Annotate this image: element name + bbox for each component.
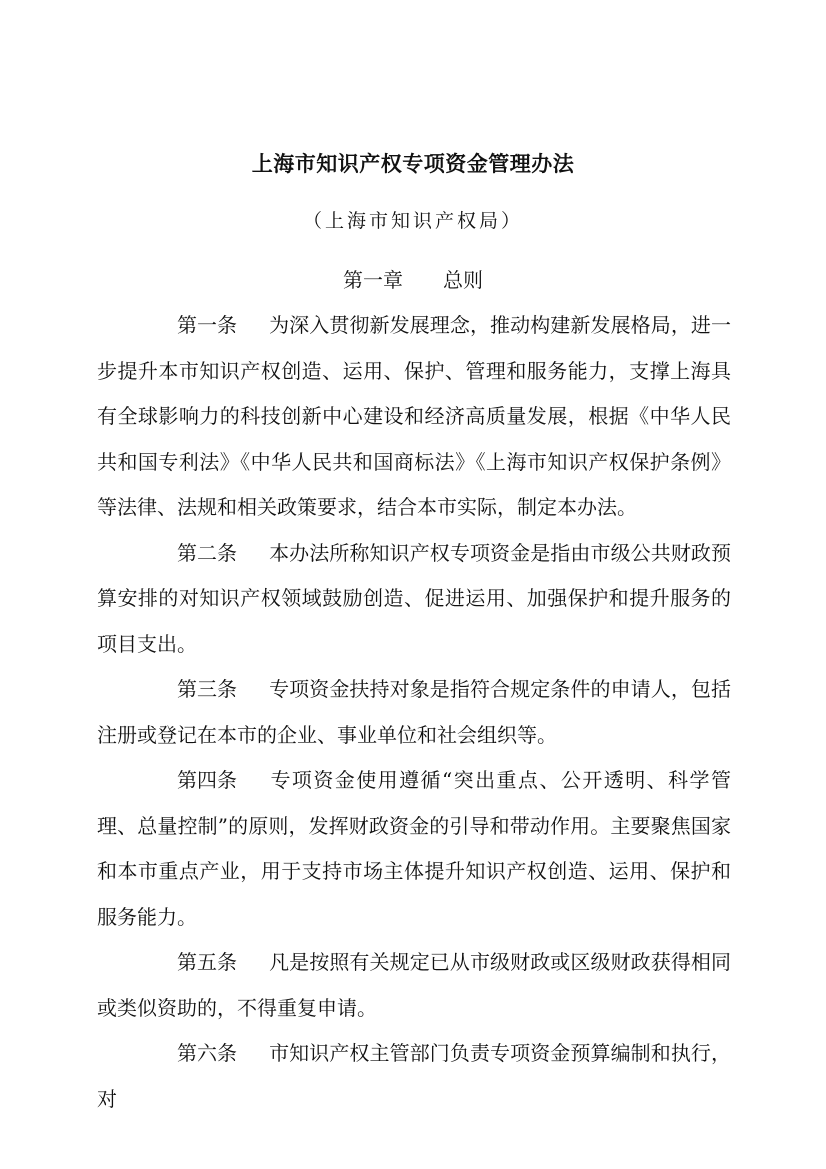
article-paragraph [97, 1031, 731, 1122]
article-paragraph [97, 531, 731, 668]
article-paragraph [97, 667, 731, 758]
article-label: 第三条 [177, 677, 237, 701]
article-text: 本办法所称知识产权专项资金是指由市级公共财政预算安排的对知识产权领域鼓励创造、促进运用、加强保护和提升服务的项目支出。 [97, 540, 731, 656]
article-paragraph [97, 758, 731, 940]
document-title: 上海市知识产权专项资金管理办法 [251, 152, 575, 176]
article-label: 第四条 [177, 768, 237, 792]
article-label: 第五条 [177, 950, 237, 974]
article-label: 第一条 [177, 313, 237, 337]
article-label: 第二条 [177, 540, 237, 565]
article-text: 凡是按照有关规定已从市级财政或区级财政获得相同或类似资助的，不得重复申请。 [97, 950, 731, 1020]
article-paragraph [97, 303, 731, 531]
article-text: 为深入贯彻新发展理念，推动构建新发展格局，进一步提升本市知识产权创造、运用、保护、管理和服务能力，支撑上海具有全球影响力的科技创新中心建设和经济高质量发展，根据《中华人民共和国专利法》《中华人民共和国商标法》《上海市知识产权保护条例》等法律、法规和相关政策要求，结合本市实际，制定本办法。 [97, 313, 731, 519]
document-issuer: （上海市知识产权局） [302, 210, 523, 232]
article-text: 专项资金扶持对象是指符合规定条件的申请人，包括注册或登记在本市的企业、事业单位和社会组织等。 [97, 677, 731, 747]
chapter-heading [0, 264, 826, 293]
article-paragraph [97, 940, 731, 1031]
article-label: 第六条 [177, 1041, 237, 1065]
document-body [97, 303, 731, 1122]
chapter-number: 第一章 [343, 268, 403, 292]
article-text: 专项资金使用遵循“突出重点、公开透明、科学管理、总量控制”的原则，发挥财政资金的引导和带动作用。主要聚焦国家和本市重点产业，用于支持市场主体提升知识产权创造、运用、保护和服务能力。 [97, 768, 731, 929]
article-text: 市知识产权主管部门负责专项资金预算编制和执行，对 [97, 1041, 731, 1111]
chapter-name: 总则 [443, 268, 483, 292]
